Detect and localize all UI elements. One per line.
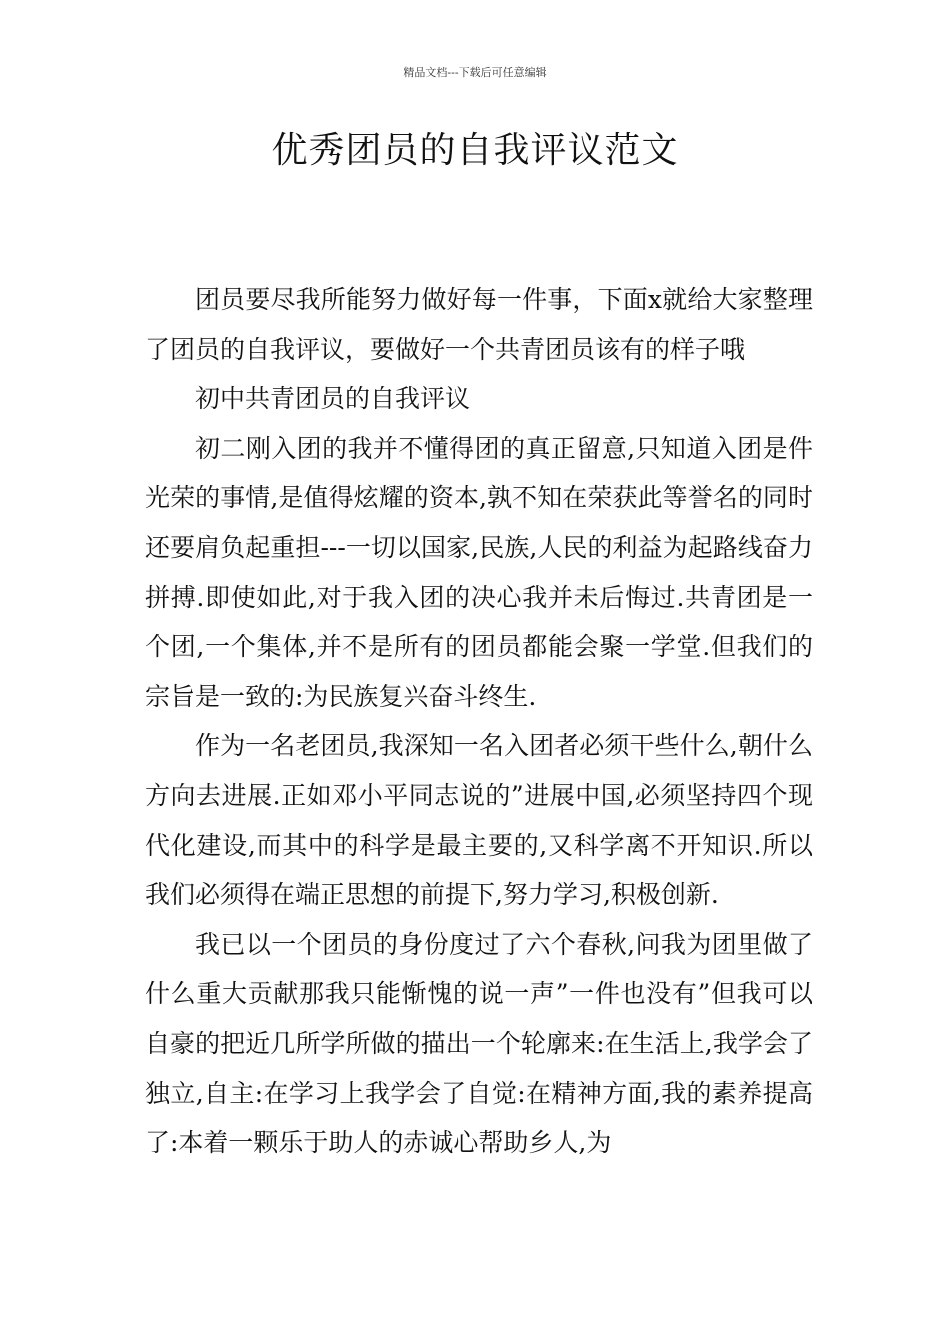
section-heading: 初中共青团员的自我评议 — [195, 384, 471, 414]
intro-paragraph: 团员要尽我所能努力做好每一件事，下面x就给大家整理了团员的自我评议，要做好一个共青团员该有的样子哦 — [145, 285, 813, 364]
body-paragraph: 作为一名老团员,我深知一名入团者必须干些什么,朝什么方向去进展.正如邓小平同志说的”进展中国,必须坚持四个现代化建设,而其中的科学是最主要的,又科学离不开知识.所以我们必须得在端正思想的前提下,努力学习,积极创新. — [145, 731, 813, 910]
document-body — [145, 275, 813, 1168]
body-paragraph: 我已以一个团员的身份度过了六个春秋,问我为团里做了什么重大贡献那我只能惭愧的说一声”一件也没有”但我可以自豪的把近几所学所做的描出一个轮廓来:在生活上,我学会了独立,自主:在学习上我学会了自觉:在精神方面,我的素养提高了:本着一颗乐于助人的赤诚心帮助乡人,为 — [145, 929, 813, 1158]
body-paragraph: 初二刚入团的我并不懂得团的真正留意,只知道入团是件光荣的事情,是值得炫耀的资本,孰不知在荣获此等誉名的同时还要肩负起重担---一切以国家,民族,人民的利益为起路线奋力拼搏.即使如此,对于我入团的决心我并未后悔过.共青团是一个团,一个集体,并不是所有的团员都能会聚一学堂.但我们的宗旨是一致的:为民族复兴奋斗终生. — [145, 433, 813, 711]
document-title: 优秀团员的自我评议范文 — [271, 130, 679, 171]
page-header: 精品文档---下载后可任意编辑 — [403, 66, 547, 79]
